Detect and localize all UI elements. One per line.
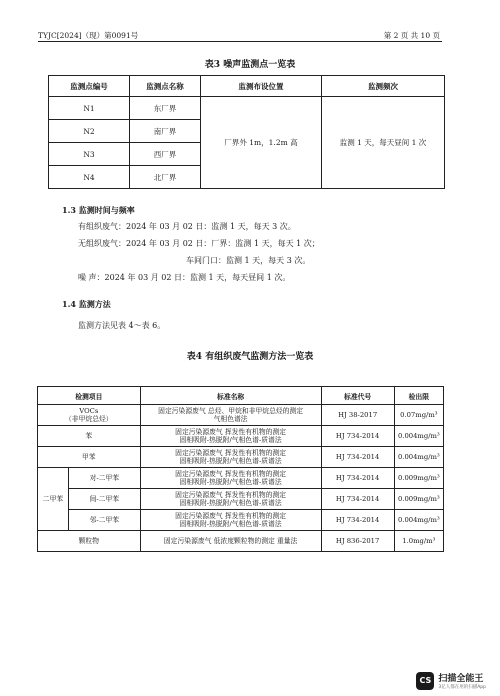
detection-limit: 0.009mg/m³ bbox=[394, 468, 443, 489]
point-id: N1 bbox=[49, 97, 130, 120]
item-cell bbox=[38, 405, 141, 426]
standard-code: HJ 734-2014 bbox=[321, 426, 394, 447]
standard-line: 固定污染源废气 低浓度颗粒物的测定 重量法 bbox=[140, 531, 321, 552]
standard-line: 气相色谱法 bbox=[213, 415, 248, 423]
item-name: VOCs bbox=[79, 406, 99, 415]
standard-line: 固定污染源废气 挥发性有机物的测定 bbox=[175, 469, 287, 478]
point-id: N3 bbox=[49, 143, 130, 166]
item-name: 邻-二甲苯 bbox=[69, 510, 141, 531]
standard-code: HJ 836-2017 bbox=[321, 531, 394, 552]
item-name: 间-二甲苯 bbox=[69, 489, 141, 510]
header-rule bbox=[38, 41, 442, 42]
standard-cell bbox=[140, 426, 321, 447]
standard-cell bbox=[140, 489, 321, 510]
point-name: 东厂界 bbox=[130, 97, 201, 120]
col-header: 检出限 bbox=[394, 387, 443, 405]
item-subname: （非甲烷总烃） bbox=[65, 415, 113, 423]
detection-limit: 0.004mg/m³ bbox=[394, 426, 443, 447]
col-header: 监测点编号 bbox=[49, 76, 130, 97]
standard-line: 固定污染源废气 挥发性有机物的测定 bbox=[175, 490, 287, 499]
standard-code: HJ 734-2014 bbox=[321, 468, 394, 489]
watermark-name: 扫描全能王 bbox=[438, 674, 484, 684]
standard-cell bbox=[140, 510, 321, 531]
standard-cell bbox=[140, 468, 321, 489]
schedule-line: 车间门口：监测 1 天，每天 3 次。 bbox=[186, 256, 311, 265]
col-header: 监测频次 bbox=[322, 76, 445, 97]
point-name: 北厂界 bbox=[130, 166, 201, 189]
item-name: 颗粒物 bbox=[38, 531, 141, 552]
standard-cell bbox=[140, 405, 321, 426]
standard-line: 固相吸附-热脱附/气相色谱-质谱法 bbox=[179, 436, 282, 444]
watermark-slogan: 3亿人都在用的扫描App bbox=[438, 685, 486, 690]
section-1-4-heading: 1.4 监测方法 bbox=[62, 299, 111, 309]
standard-line: 固定污染源废气 挥发性有机物的测定 bbox=[175, 448, 287, 457]
camscanner-logo-icon: CS bbox=[416, 672, 434, 690]
methods-table bbox=[37, 386, 444, 552]
col-header: 标准名称 bbox=[140, 387, 321, 405]
point-id: N4 bbox=[49, 166, 130, 189]
point-name: 南厂界 bbox=[130, 120, 201, 143]
standard-line: 固相吸附-热脱附/气相色谱-质谱法 bbox=[179, 499, 282, 507]
group-name: 二甲苯 bbox=[38, 468, 69, 531]
point-name: 西厂界 bbox=[130, 143, 201, 166]
table4-title: 表4 有组织废气监测方法一览表 bbox=[186, 352, 314, 362]
scanner-watermark bbox=[416, 671, 486, 690]
point-frequency: 监测 1 天，每天昼间 1 次 bbox=[322, 97, 445, 189]
standard-cell bbox=[140, 447, 321, 468]
table3-title: 表3 噪声监测点一览表 bbox=[204, 60, 296, 70]
standard-line: 固定污染源废气 挥发性有机物的测定 bbox=[175, 427, 287, 436]
schedule-line: 有组织废气：2024 年 03 月 02 日：监测 1 天，每天 3 次。 bbox=[78, 222, 296, 231]
standard-code: HJ 734-2014 bbox=[321, 489, 394, 510]
col-header: 监测点名称 bbox=[130, 76, 201, 97]
page-header bbox=[38, 30, 440, 41]
item-name: 对-二甲苯 bbox=[69, 468, 141, 489]
point-location: 厂界外 1m，1.2m 高 bbox=[201, 97, 322, 189]
detection-limit: 0.004mg/m³ bbox=[394, 447, 443, 468]
detection-limit: 0.07mg/m³ bbox=[394, 405, 443, 426]
col-header: 检测项目 bbox=[38, 387, 141, 405]
detection-limit: 0.004mg/m³ bbox=[394, 510, 443, 531]
standard-code: HJ 38-2017 bbox=[321, 405, 394, 426]
col-header: 监测布设位置 bbox=[201, 76, 322, 97]
schedule-line: 无组织废气：2024 年 03 月 02 日：厂界：监测 1 天，每天 1 次； bbox=[78, 239, 320, 248]
item-name: 苯 bbox=[38, 426, 141, 447]
standard-line: 固定污染源废气 总烃、甲烷和非甲烷总烃的测定 bbox=[158, 406, 304, 415]
page-info: 第 2 页 共 10 页 bbox=[383, 31, 440, 40]
detection-limit: 0.009mg/m³ bbox=[394, 489, 443, 510]
schedule-line: 噪 声：2024 年 03 月 02 日：监测 1 天，每天昼间 1 次。 bbox=[78, 273, 291, 282]
col-header: 标准代号 bbox=[321, 387, 394, 405]
point-id: N2 bbox=[49, 120, 130, 143]
standard-code: HJ 734-2014 bbox=[321, 447, 394, 468]
doc-number: TYJC[2024]（现）第0091号 bbox=[38, 31, 139, 40]
standard-line: 固定污染源废气 挥发性有机物的测定 bbox=[175, 511, 287, 520]
noise-points-table bbox=[48, 75, 445, 189]
standard-code: HJ 734-2014 bbox=[321, 510, 394, 531]
method-ref: 监测方法见表 4～表 6。 bbox=[78, 321, 166, 330]
standard-line: 固相吸附-热脱附/气相色谱-质谱法 bbox=[179, 520, 282, 528]
standard-line: 固相吸附-热脱附/气相色谱-质谱法 bbox=[179, 478, 282, 486]
standard-line: 固相吸附-热脱附/气相色谱-质谱法 bbox=[179, 457, 282, 465]
section-1-3-heading: 1.3 监测时间与频率 bbox=[62, 205, 135, 215]
item-name: 甲苯 bbox=[38, 447, 141, 468]
detection-limit: 1.0mg/m³ bbox=[394, 531, 443, 552]
